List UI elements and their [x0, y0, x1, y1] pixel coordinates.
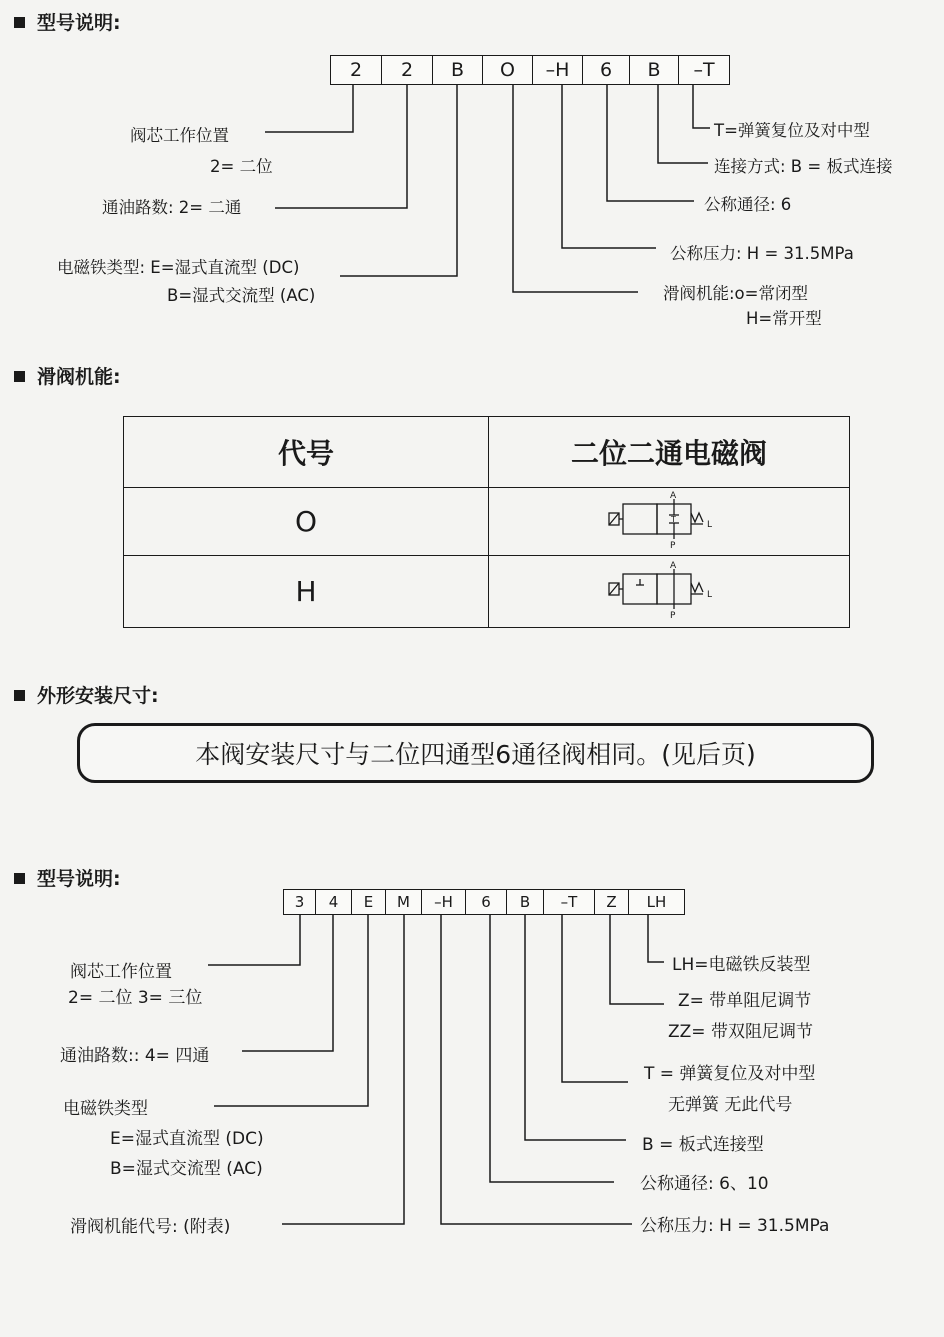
label-spool-function-o: 滑阀机能:o=常闭型 [663, 284, 808, 303]
label-spool-position: 阀芯工作位置 [70, 962, 172, 982]
label-spool-function-code: 滑阀机能代号: (附表) [70, 1217, 231, 1237]
label-single-damping: Z= 带单阻尼调节 [678, 991, 812, 1011]
code-box: O [483, 56, 533, 84]
label-spring-return: T = 弹簧复位及对中型 [644, 1064, 816, 1084]
label-nominal-pressure: 公称压力: H = 31.5MPa [670, 244, 854, 263]
port-a-label: A [670, 560, 677, 571]
label-magnet-ac: B=湿式交流型 (AC) [167, 286, 316, 305]
label-spring-return: T=弹簧复位及对中型 [714, 121, 870, 140]
label-nominal-size: 公称通径: 6 [704, 195, 792, 214]
code-box: LH [646, 893, 667, 911]
code-box: M [386, 890, 422, 914]
section-title-model-1: 型号说明: [14, 8, 121, 35]
label-nominal-pressure: 公称压力: H = 31.5MPa [640, 1216, 830, 1236]
label-double-damping: ZZ= 带双阻尼调节 [668, 1022, 813, 1042]
code-box: Z [595, 890, 629, 914]
label-spool-function-h: H=常开型 [746, 309, 822, 328]
label-passages: 通油路数:: 4= 四通 [60, 1046, 210, 1066]
label-magnet-type: 电磁铁类型: E=湿式直流型 (DC) [57, 258, 300, 277]
label-passages: 通油路数: 2= 二通 [102, 198, 242, 217]
section-title-dimensions: 外形安装尺寸: [14, 681, 159, 708]
code-box: –H [533, 56, 583, 84]
label-magnet-type: 电磁铁类型 [63, 1099, 148, 1119]
code-box: 2 [382, 56, 433, 84]
port-p-label: P [670, 540, 676, 551]
label-connection: 连接方式: B = 板式连接 [714, 157, 893, 176]
label-spool-position: 阀芯工作位置 [130, 126, 229, 145]
code-box: –H [422, 890, 466, 914]
table-header-code: 代号 [124, 417, 489, 488]
label-lh-reverse-magnet: LH=电磁铁反装型 [672, 955, 811, 975]
code-box: –T [693, 59, 715, 81]
label-connection: B = 板式连接型 [642, 1135, 764, 1155]
table-header-valve-type: 二位二通电磁阀 [489, 417, 850, 488]
code-box: 4 [316, 890, 352, 914]
code-box: B [507, 890, 544, 914]
label-magnet-ac: B=湿式交流型 (AC) [110, 1159, 263, 1179]
code-box: 3 [284, 890, 316, 914]
port-l-label: L [707, 589, 713, 600]
code-box: 6 [583, 56, 630, 84]
code-box: B [630, 56, 679, 84]
label-nominal-size: 公称通径: 6、10 [640, 1174, 769, 1194]
code-box: B [433, 56, 483, 84]
label-no-spring: 无弹簧 无此代号 [668, 1095, 793, 1115]
port-l-label: L [707, 519, 713, 530]
label-spool-position-value: 2= 二位 3= 三位 [68, 988, 203, 1008]
label-magnet-dc: E=湿式直流型 (DC) [110, 1129, 264, 1149]
port-a-label: A [670, 490, 677, 501]
port-t-label: T [671, 514, 676, 524]
code-box: 6 [466, 890, 507, 914]
section-title-model-2: 型号说明: [14, 864, 121, 891]
table-cell-code: O [124, 488, 489, 556]
dimensions-note: 本阀安装尺寸与二位四通型6通径阀相同。(见后页) [77, 723, 874, 783]
label-spool-position-value: 2= 二位 [210, 157, 273, 176]
table-cell-code: H [124, 556, 489, 628]
code-box: –T [544, 890, 595, 914]
code-box: 2 [331, 56, 382, 84]
code-box: E [352, 890, 386, 914]
port-p-label: P [670, 610, 676, 621]
section-title-spool-function: 滑阀机能: [14, 362, 121, 389]
